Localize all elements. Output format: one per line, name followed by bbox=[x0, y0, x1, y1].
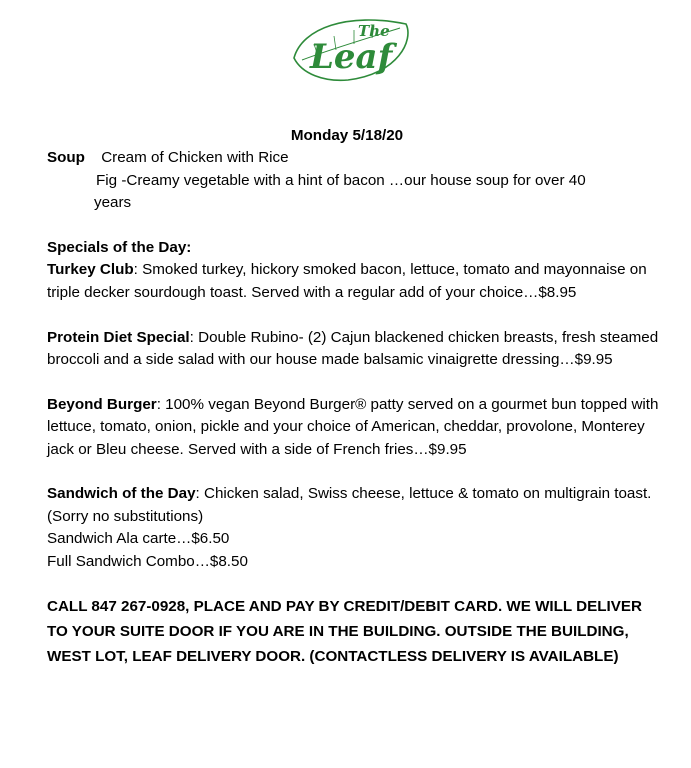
delivery-notice bbox=[47, 595, 667, 669]
sandwich-item: Sandwich of the Day: Chicken salad, Swiss cheese, lettuce & tomato on multigrain toast. bbox=[47, 485, 652, 503]
special-item: Protein Diet Special: Double Rubino- (2) Cajun blackened chicken breasts, fresh steamed broccoli and a side salad with our house made balsamic vinaigrette dressing…$9.95 bbox=[47, 328, 659, 369]
the-leaf-logo bbox=[288, 10, 420, 86]
soup-item-2-line-1: Fig -Creamy vegetable with a hint of bacon …our house soup for over 40 bbox=[96, 171, 586, 189]
specials-heading: Specials of the Day: bbox=[47, 239, 192, 257]
delivery-notice-line-1: CALL 847 267-0928, PLACE AND PAY BY CREDIT/DEBIT CARD. WE WILL DELIVER bbox=[47, 598, 642, 616]
logo-text-main: Leaf bbox=[310, 37, 393, 77]
delivery-notice-line-3: WEST LOT, LEAF DELIVERY DOOR. (CONTACTLESS DELIVERY IS AVAILABLE) bbox=[47, 648, 619, 666]
special-name: Turkey Club bbox=[47, 261, 134, 279]
menu-date: Monday 5/18/20 bbox=[290, 127, 404, 144]
special-description: Smoked turkey, hickory smoked bacon, lettuce, tomato and mayonnaise on triple decker sourdough toast. Served with a regular add of your choice…$8.95 bbox=[47, 261, 647, 301]
leaf-logo-icon bbox=[288, 10, 420, 86]
sandwich-ala-carte-price: Sandwich Ala carte…$6.50 bbox=[47, 530, 230, 548]
special-description: 100% vegan Beyond Burger® patty served on a gourmet bun topped with lettuce, tomato, onion, pickle and your choice of American, cheddar, provolone, Monterey jack or Bleu cheese. Served with a side of French fries…$9.95 bbox=[47, 395, 659, 458]
logo-text-top: The bbox=[358, 22, 390, 40]
delivery-notice-line-2: TO YOUR SUITE DOOR IF YOU ARE IN THE BUILDING. OUTSIDE THE BUILDING, bbox=[47, 623, 629, 641]
sandwich-name: Sandwich of the Day bbox=[47, 485, 196, 503]
soup-line bbox=[47, 147, 667, 169]
special-description: Double Rubino- (2) Cajun blackened chicken breasts, fresh steamed broccoli and a side salad with our house made balsamic vinaigrette dressing…$9.95 bbox=[47, 328, 659, 369]
special-name: Beyond Burger bbox=[47, 395, 157, 413]
special-item: Beyond Burger: 100% vegan Beyond Burger® patty served on a gourmet bun topped with lettuce, tomato, onion, pickle and your choice of American, cheddar, provolone, Monterey jack or Bleu cheese. Served with a side of French fries…$9.95 bbox=[47, 395, 659, 458]
sandwich-combo-price: Full Sandwich Combo…$8.50 bbox=[47, 552, 248, 570]
sandwich-description: Chicken salad, Swiss cheese, lettuce & tomato on multigrain toast. bbox=[199, 485, 652, 503]
sandwich-note: (Sorry no substitutions) bbox=[47, 507, 204, 525]
special-name: Protein Diet Special bbox=[47, 328, 190, 346]
soup-item-1: Cream of Chicken with Rice bbox=[101, 149, 289, 167]
special-item: Turkey Club: Smoked turkey, hickory smoked bacon, lettuce, tomato and mayonnaise on triple decker sourdough toast. Served with a regular add of your choice…$8.95 bbox=[47, 261, 647, 301]
soup-item-2-line-2: years bbox=[94, 194, 132, 212]
menu-document bbox=[47, 125, 667, 670]
soup-label: Soup bbox=[47, 149, 85, 167]
